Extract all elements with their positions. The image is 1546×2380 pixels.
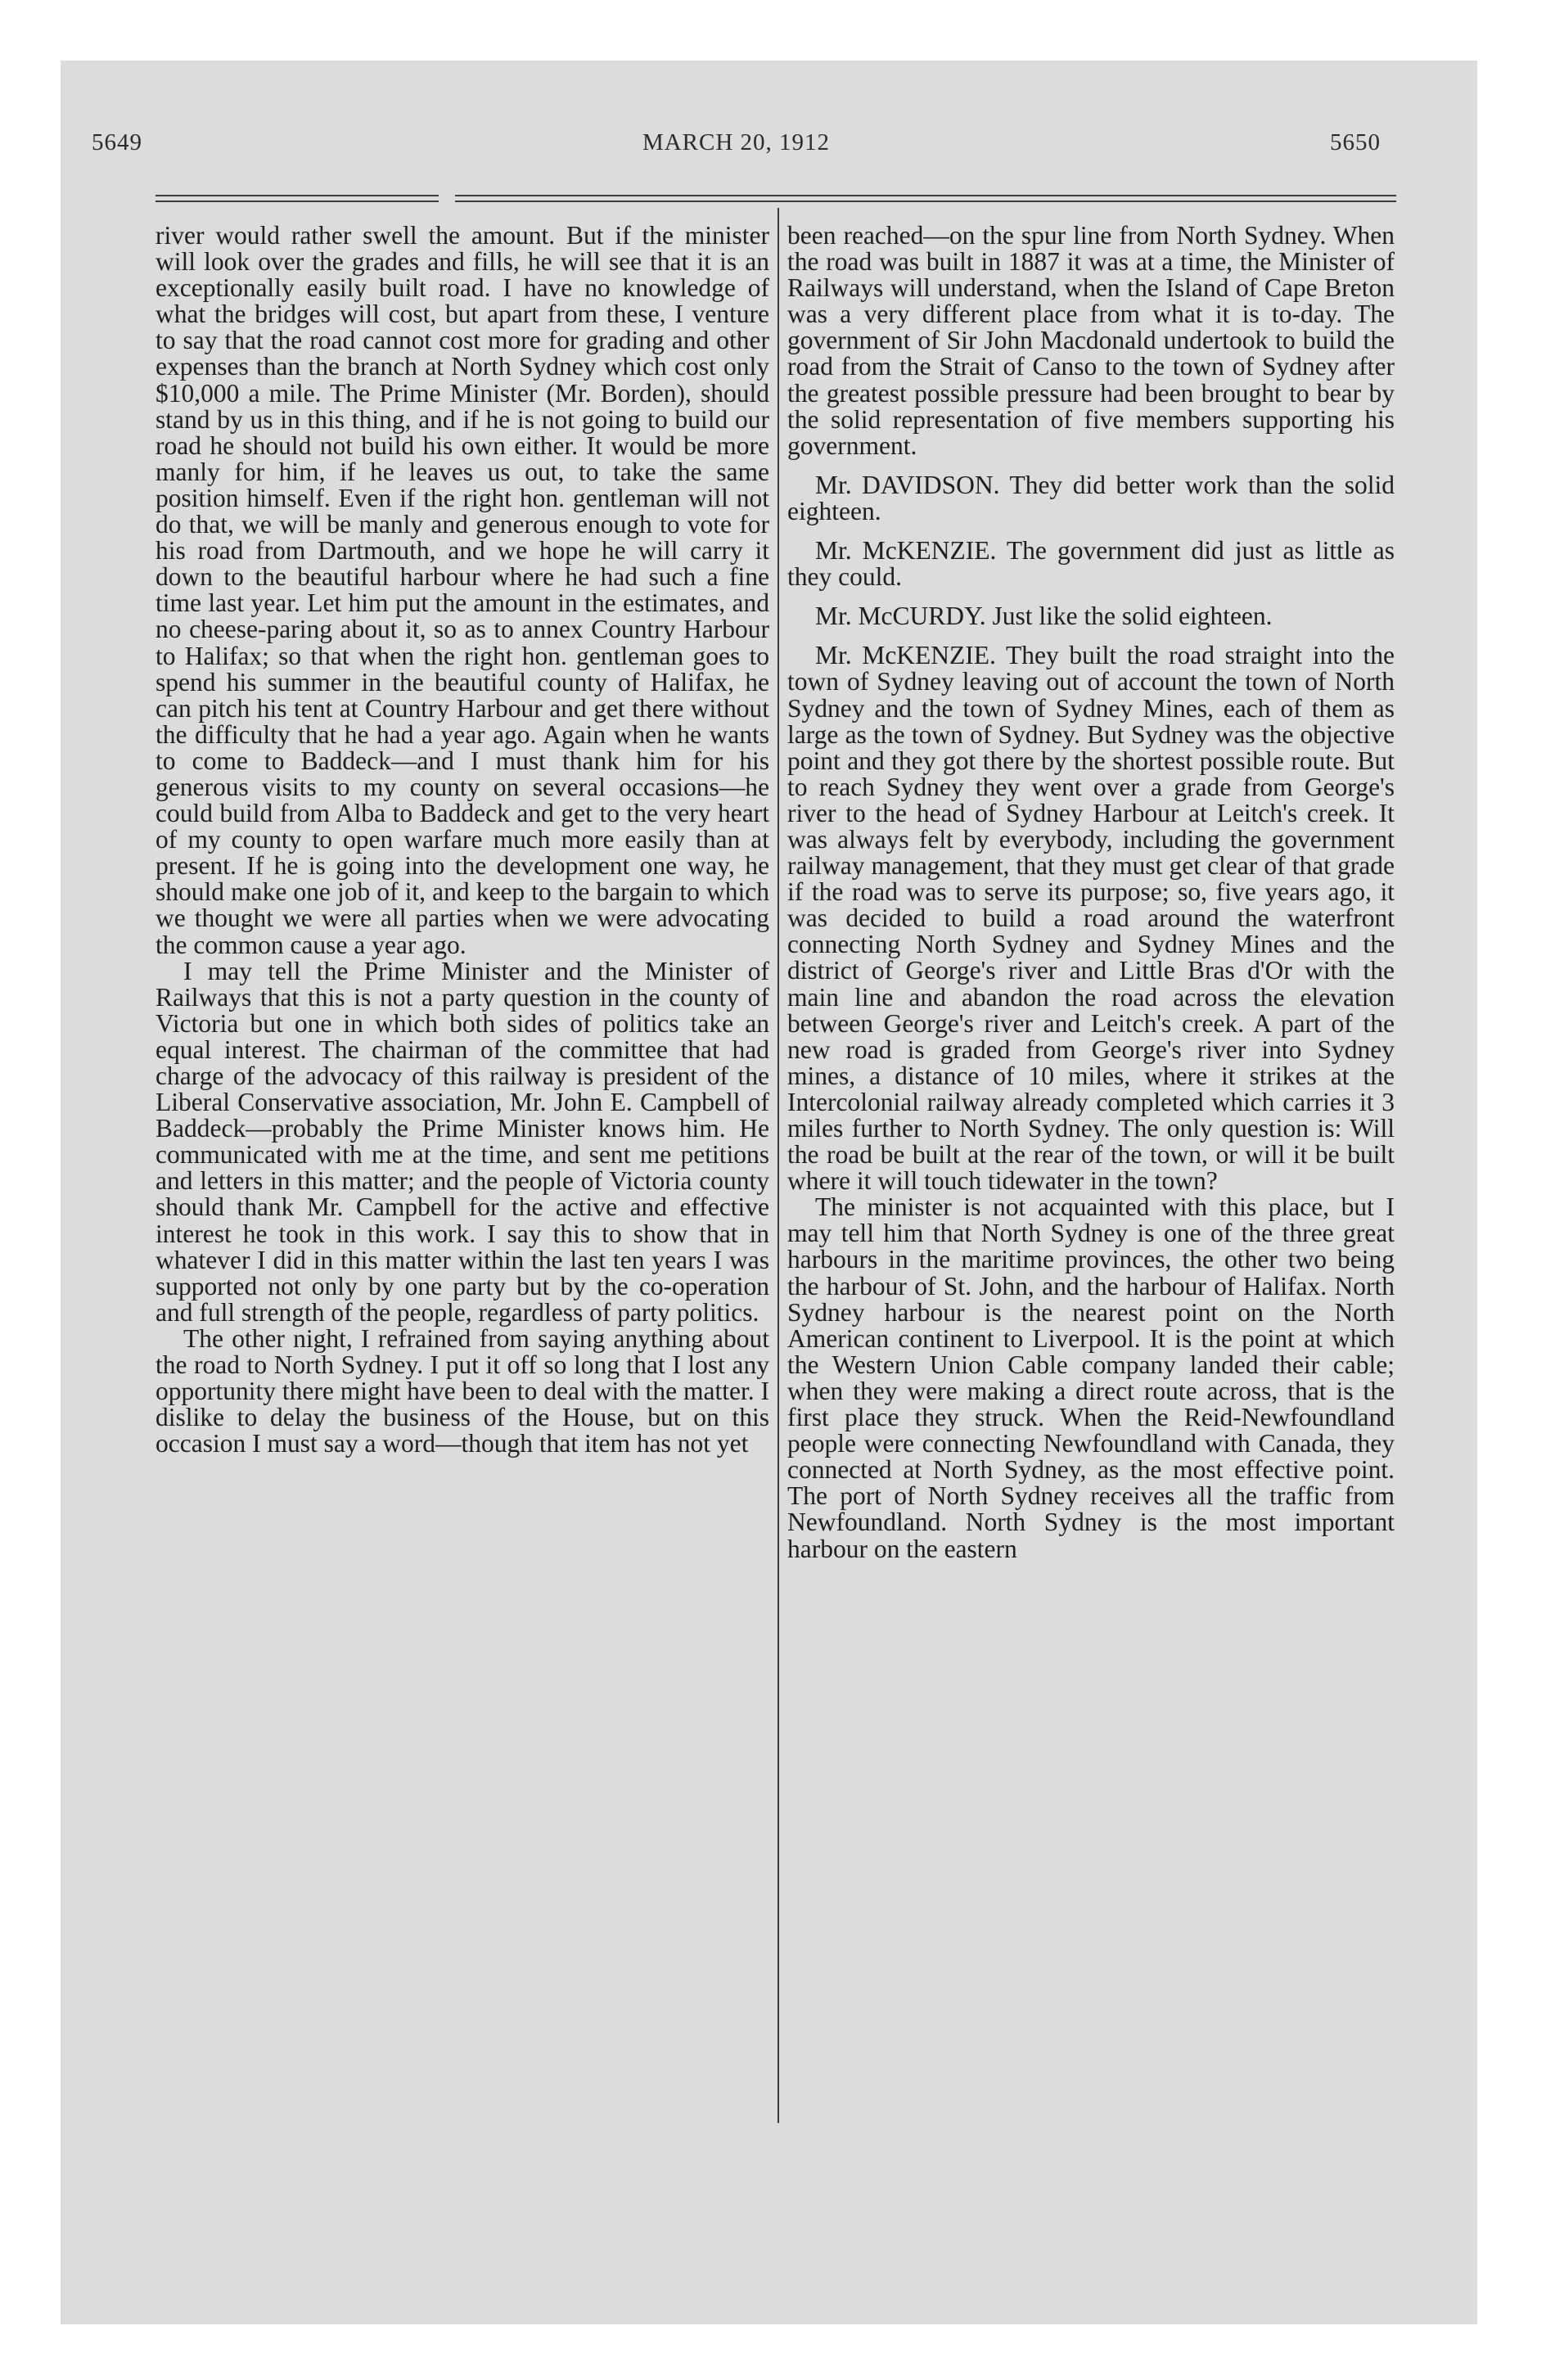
header-rule-left-top <box>156 195 439 196</box>
page-number-right: 5650 <box>1330 129 1381 156</box>
page-date: MARCH 20, 1912 <box>642 129 831 156</box>
speaker-name: Mr. DAVIDSON. <box>815 470 1000 499</box>
paragraph: The other night, I refrained from saying anything about the road to North Sydney. I put it off so long that I lost any opportunity there might have been to deal with the matter. I dislike to delay the business of the House, but on this occasion I must say a word—though that item has not yet <box>156 1323 769 1458</box>
speech-text: Just like the solid eighteen. <box>992 602 1273 631</box>
header-rule-right-bottom <box>455 201 1396 202</box>
speaker-paragraph <box>787 603 1395 629</box>
speaker-name: Mr. McKENZIE. <box>815 536 997 566</box>
speaker-paragraph <box>787 472 1395 525</box>
paragraph: The minister is not acquainted with this place, but I may tell him that North Sydney is one of the three great harbours in the maritime provinces, the other two being the harbour of St. John, and the harbour of Halifax. North Sydney harbour is the nearest point on the North American continent to Liverpool. It is the point at which the Western Union Cable company landed their cable; when they were making a direct route across, that is the first place they struck. When the Reid-Newfoundland people were connecting Newfoundland with Canada, they connected at North Sydney, as the most effective point. The port of North Sydney receives all the traffic from Newfoundland. North Sydney is the most important harbour on the eastern <box>787 1192 1395 1563</box>
left-column <box>156 223 769 1457</box>
header-rule-right-top <box>455 195 1396 196</box>
page-header <box>92 129 1381 165</box>
speech-text: They built the road straight into the town of Sydney leaving out of account the town of North Sydney and the town of Sydney Mines, each of them as large as the town of Sydney. But Sydney was the objective point and they got there by the shortest possible route. But to reach Sydney they went over a grade from George's river to the head of Sydney Harbour at Leitch's creek. It was always felt by everybody, including the government railway management, that they must get clear of that grade if the road was to serve its purpose; so, five years ago, it was decided to build a road around the waterfront connecting North Sydney and Sydney Mines and the district of George's river and Little Bras d'Or with the main line and abandon the road across the elevation between George's river and Leitch's creek. A part of the new road is graded from George's river into Sydney mines, a distance of 10 miles, where it strikes at the Intercolonial railway already completed which carries it 3 miles further to North Sydney. The only question is: Will the road be built at the rear of the town, or will it be built where it will touch tidewater in the town? <box>787 641 1395 1196</box>
speaker-paragraph <box>787 642 1395 1194</box>
speech-text: The government did just as little as they could. <box>787 536 1395 592</box>
speaker-paragraph <box>787 538 1395 590</box>
paragraph: I may tell the Prime Minister and the Minister of Railways that this is not a party question in the county of Victoria but one in which both sides of politics take an equal interest. The chairman of the committee that had charge of the advocacy of this railway is president of the Liberal Conservative association, Mr. John E. Campbell of Baddeck—probably the Prime Minister knows him. He communicated with me at the time, and sent me petitions and letters in this matter; and the people of Victoria county should thank Mr. Campbell for the active and effective interest he took in this work. I say this to show that in whatever I did in this matter within the last ten years I was supported not only by one party but by the co-operation and full strength of the people, regardless of party politics. <box>156 956 769 1327</box>
speaker-name: Mr. McKENZIE. <box>815 641 996 670</box>
page-number-left: 5649 <box>92 129 142 156</box>
speech-text: They did better work than the solid eighteen. <box>787 470 1395 525</box>
paragraph: been reached—on the spur line from North Sydney. When the road was built in 1887 it was at a time, the Minister of Railways will understand, when the Island of Cape Breton was a very different place from what it is to-day. The government of Sir John Macdonald undertook to build the road from the Strait of Canso to the town of Sydney after the greatest possible pressure had been brought to bear by the solid representation of five members supporting his government. <box>787 221 1395 460</box>
column-divider <box>778 208 779 2123</box>
header-rule-left-bottom <box>156 201 439 202</box>
paragraph: river would rather swell the amount. But if the minister will look over the grades and fills, he will see that it is an exceptionally easily built road. I have no knowledge of what the bridges will cost, but apart from these, I venture to say that the road cannot cost more for grading and other expenses than the branch at North Sydney which cost only $10,000 a mile. The Prime Minister (Mr. Borden), should stand by us in this thing, and if he is not going to build our road he should not build his own either. It would be more manly for him, if he leaves us out, to take the same position himself. Even if the right hon. gentleman will not do that, we will be manly and generous enough to vote for his road from Dartmouth, and we hope he will carry it down to the beautiful harbour where he had such a fine time last year. Let him put the amount in the estimates, and no cheese-paring about it, so as to annex Country Harbour to Halifax; so that when the right hon. gentleman goes to spend his summer in the beautiful county of Halifax, he can pitch his tent at Country Harbour and get there without the difficulty that he had a year ago. Again when he wants to come to Baddeck—and I must thank him for his generous visits to my county on several occasions—he could build from Alba to Baddeck and get to the very heart of my county to open warfare much more easily than at present. If he is going into the development one way, he should make one job of it, and keep to the bargain to which we thought we were all parties when we were advocating the common cause a year ago. <box>156 221 769 959</box>
right-column <box>787 223 1395 1562</box>
speaker-name: Mr. McCURDY. <box>815 602 986 631</box>
